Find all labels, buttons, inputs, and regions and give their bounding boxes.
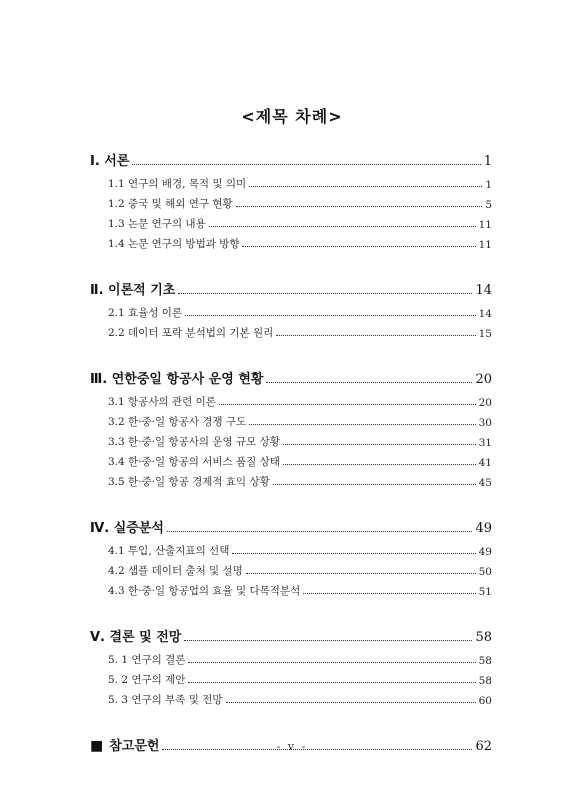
toc-subsection-entry[interactable] — [90, 558, 492, 578]
toc-chapter-entry[interactable] — [90, 366, 492, 387]
toc-subsection-label: 2.1 효율성 이론 — [108, 307, 183, 319]
page-title: <제목 차례> — [241, 107, 343, 126]
toc-subsection-entry[interactable] — [90, 578, 492, 598]
toc-subsection-label: 3.1 항공사의 관련 이론 — [108, 396, 216, 408]
toc-subsection-page: 50 — [478, 566, 492, 578]
dot-leader — [226, 702, 476, 703]
toc-subsection-entry[interactable] — [90, 320, 492, 340]
dot-leader — [273, 484, 476, 485]
toc-subsection-label: 4.2 샘플 데이터 출처 및 설명 — [108, 565, 243, 577]
toc-subsection-label: 5. 2 연구의 제안 — [108, 674, 186, 686]
dot-leader — [242, 246, 475, 247]
toc-section — [90, 366, 492, 489]
toc-section — [90, 515, 492, 598]
toc-chapter-page: 14 — [475, 283, 492, 298]
dot-leader — [249, 424, 475, 425]
toc-chapter-page: 20 — [475, 372, 492, 387]
toc-subsection-entry[interactable] — [90, 647, 492, 667]
toc-chapter-label: Ⅳ. 실증분석 — [90, 521, 164, 536]
toc-subsection-entry[interactable] — [90, 538, 492, 558]
toc-section — [90, 148, 492, 251]
toc-subsection-page: 31 — [478, 437, 492, 449]
dot-leader — [266, 382, 472, 383]
toc-subsection-entry[interactable] — [90, 389, 492, 409]
toc-subsection-entry[interactable] — [90, 667, 492, 687]
dot-leader — [188, 682, 475, 683]
dot-leader — [184, 640, 472, 641]
toc-subsection-entry[interactable] — [90, 429, 492, 449]
toc-subsection-label: 1.2 중국 및 해외 연구 현황 — [108, 198, 233, 210]
dot-leader — [219, 404, 476, 405]
dot-leader — [246, 573, 476, 574]
toc-subsection-page: 1 — [485, 179, 492, 191]
dot-leader — [249, 186, 482, 187]
toc-subsection-entry[interactable] — [90, 211, 492, 231]
toc-chapter-entry[interactable] — [90, 624, 492, 645]
dot-leader — [236, 206, 483, 207]
toc-section — [90, 277, 492, 340]
page-number-footer: - v - — [276, 740, 308, 753]
toc-subsection-label: 1.3 논문 연구의 내용 — [108, 218, 206, 230]
square-bullet-icon: ■ — [90, 738, 104, 754]
toc-subsection-label: 4.3 한·중·일 항공업의 효율 및 다목적분석 — [108, 585, 301, 597]
dot-leader — [209, 226, 476, 227]
dot-leader — [283, 464, 476, 465]
toc-subsection-entry[interactable] — [90, 300, 492, 320]
toc-chapter-label: Ⅴ. 결론 및 전망 — [90, 630, 182, 645]
toc-subsection-page: 5 — [485, 199, 492, 211]
toc-chapter-label: Ⅲ. 연한중일 항공사 운영 현황 — [90, 372, 264, 387]
toc-chapter-entry[interactable] — [90, 277, 492, 298]
toc-subsection-page: 58 — [478, 655, 492, 667]
toc-subsection-entry[interactable] — [90, 171, 492, 191]
toc-chapter-label: Ⅰ. 서론 — [90, 154, 130, 169]
dot-leader — [232, 553, 475, 554]
toc-section — [90, 624, 492, 707]
dot-leader — [283, 444, 476, 445]
toc-subsection-page: 15 — [478, 328, 492, 340]
toc-subsection-entry[interactable] — [90, 409, 492, 429]
toc-subsection-page: 11 — [478, 239, 492, 251]
toc-subsection-label: 5. 1 연구의 결론 — [108, 654, 186, 666]
dot-leader — [303, 593, 475, 594]
dot-leader — [276, 335, 475, 336]
toc-subsection-page: 49 — [478, 546, 492, 558]
toc-subsection-label: 5. 3 연구의 부족 및 전망 — [108, 694, 223, 706]
toc-subsection-page: 11 — [478, 219, 492, 231]
toc-subsection-label: 1.4 논문 연구의 방법과 방향 — [108, 238, 240, 250]
toc-subsection-label: 3.3 한·중·일 항공사의 운영 규모 상황 — [108, 436, 280, 448]
toc-subsection-entry[interactable] — [90, 191, 492, 211]
table-of-contents — [90, 148, 492, 756]
dot-leader — [185, 315, 476, 316]
toc-chapter-label: Ⅱ. 이론적 기초 — [90, 283, 176, 298]
toc-subsection-page: 51 — [478, 586, 492, 598]
dot-leader — [178, 293, 472, 294]
toc-subsection-page: 45 — [478, 477, 492, 489]
toc-subsection-page: 60 — [478, 695, 492, 707]
toc-chapter-page: 58 — [475, 630, 492, 645]
toc-subsection-label: 2.2 데이터 포락 분석법의 기본 원리 — [108, 327, 274, 339]
toc-references-page: 62 — [475, 739, 492, 754]
toc-subsection-page: 20 — [478, 397, 492, 409]
dot-leader — [167, 531, 472, 532]
toc-subsection-label: 1.1 연구의 배경, 목적 및 의미 — [108, 178, 247, 190]
dot-leader — [132, 164, 480, 165]
toc-subsection-entry[interactable] — [90, 469, 492, 489]
toc-subsection-label: 4.1 투입, 산출지표의 선택 — [108, 545, 230, 557]
toc-subsection-label: 3.5 한·중·일 항공 경제적 효익 상황 — [108, 476, 270, 488]
toc-subsection-page: 30 — [478, 417, 492, 429]
toc-subsection-page: 41 — [478, 457, 492, 469]
toc-subsection-entry[interactable] — [90, 449, 492, 469]
dot-leader — [188, 662, 475, 663]
toc-subsection-page: 14 — [478, 308, 492, 320]
toc-chapter-page: 49 — [475, 521, 492, 536]
toc-references-label: 참고문헌 — [109, 739, 160, 754]
toc-subsection-label: 3.2 한·중·일 항공사 경쟁 구도 — [108, 416, 247, 428]
toc-chapter-page: 1 — [483, 154, 492, 169]
toc-chapter-entry[interactable] — [90, 148, 492, 169]
toc-subsection-page: 58 — [478, 675, 492, 687]
toc-subsection-entry[interactable] — [90, 231, 492, 251]
toc-chapter-entry[interactable] — [90, 515, 492, 536]
toc-subsection-label: 3.4 한·중·일 항공의 서비스 품질 상태 — [108, 456, 280, 468]
toc-subsection-entry[interactable] — [90, 687, 492, 707]
